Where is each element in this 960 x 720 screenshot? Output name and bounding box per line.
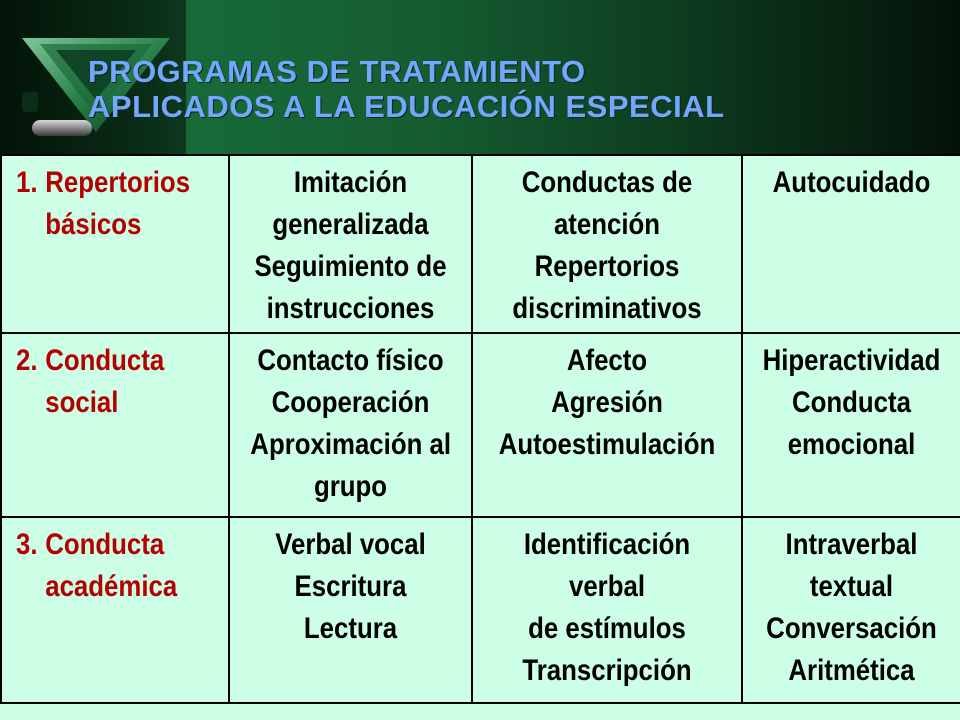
cell-text: Hiperactividad	[762, 344, 941, 377]
cell-text: Conducta	[792, 386, 911, 419]
table-row	[1, 333, 960, 517]
category-label: Repertorios	[45, 166, 191, 199]
category-label: Conducta	[45, 344, 165, 377]
program-cell	[472, 517, 742, 703]
category-label: básicos	[45, 208, 142, 241]
table-row	[1, 517, 960, 703]
title-line-1: PROGRAMAS DE TRATAMIENTO	[88, 54, 586, 89]
cell-text: atención	[553, 208, 661, 241]
table-row	[1, 155, 960, 333]
page-title	[88, 54, 948, 124]
cell-text: Repertorios	[534, 250, 680, 283]
cell-text: Conductas de	[521, 166, 693, 199]
program-cell	[742, 155, 960, 333]
category-label: social	[45, 386, 119, 419]
cell-text: Seguimiento de	[254, 250, 447, 283]
cell-text: Lectura	[303, 612, 398, 645]
cell-text: Autocuidado	[772, 166, 931, 199]
cell-text: Cooperación	[271, 386, 430, 419]
title-line-2: APLICADOS A LA EDUCACIÓN ESPECIAL	[88, 89, 725, 124]
cell-text: generalizada	[272, 208, 429, 241]
program-cell	[229, 155, 472, 333]
category-cell	[1, 517, 229, 703]
category-number: 2.	[16, 344, 38, 377]
cell-text: discriminativos	[512, 292, 702, 325]
cell-text: grupo	[313, 470, 388, 503]
program-cell	[472, 155, 742, 333]
program-cell	[742, 517, 960, 703]
category-cell	[1, 333, 229, 517]
program-cell	[229, 333, 472, 517]
cell-text: verbal	[568, 570, 646, 603]
category-number: 3.	[16, 528, 38, 561]
cell-text: Afecto	[566, 344, 648, 377]
cell-text: instrucciones	[266, 292, 435, 325]
cell-text: Escritura	[294, 570, 407, 603]
cell-text: Intraverbal	[785, 528, 918, 561]
category-cell	[1, 155, 229, 333]
title-banner	[0, 0, 960, 155]
cell-text: Imitación	[293, 166, 408, 199]
cell-text: Contacto físico	[257, 344, 444, 377]
cell-text: Identificación	[523, 528, 691, 561]
cell-text: textual	[809, 570, 894, 603]
cell-text: de estímulos	[528, 612, 686, 645]
cell-text: Verbal vocal	[275, 528, 426, 561]
cell-text: Aritmética	[788, 654, 915, 687]
program-cell	[742, 333, 960, 517]
cell-text: emocional	[787, 428, 916, 461]
cell-text: Autoestimulación	[498, 428, 716, 461]
category-label: Conducta	[45, 528, 165, 561]
program-cell	[472, 333, 742, 517]
cell-text: Transcripción	[522, 654, 692, 687]
category-label: académica	[45, 570, 178, 603]
category-number: 1.	[16, 166, 38, 199]
treatment-programs-table	[0, 154, 960, 704]
cell-text: Agresión	[551, 386, 663, 419]
cell-text: Conversación	[766, 612, 937, 645]
cell-text: Aproximación al	[250, 428, 452, 461]
program-cell	[229, 517, 472, 703]
